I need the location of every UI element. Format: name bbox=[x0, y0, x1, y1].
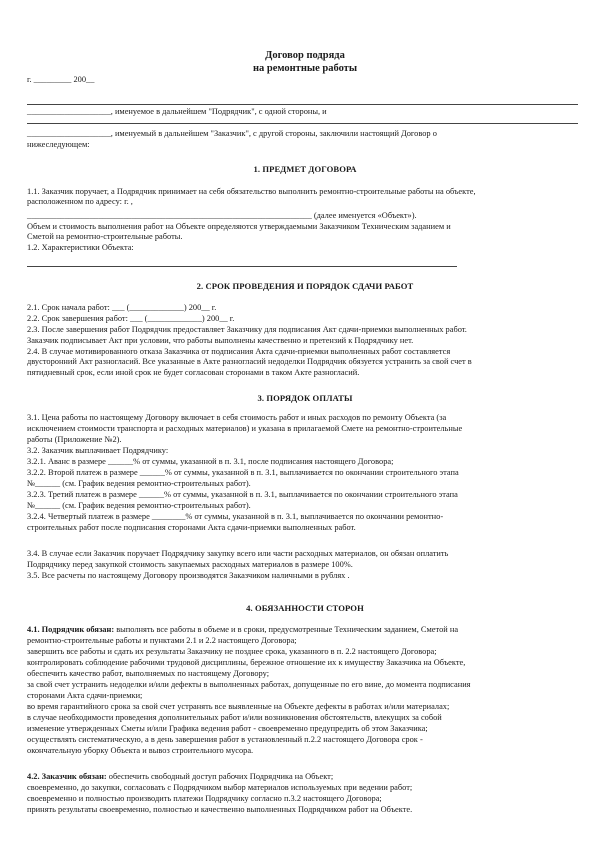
clause-line: 1.1. Заказчик поручает, а Подрядчик принимает на себя обязательство выполнить ремонтно-строительные работы на объекте, bbox=[27, 187, 476, 196]
clause-line: 3.2.4. Четвертый платеж в размере ________% от суммы, указанной в п. 3.1, выплачивается по окончании ремонтно- bbox=[27, 512, 444, 521]
customer-party-line: ____________________, именуемый в дальнейшем "Заказчик", с другой стороны, заключили настоящий Договор о bbox=[27, 129, 437, 138]
clause-line: в случае необходимости проведения дополнительных работ и/или возникновения обстоятельств, влекущих за собой bbox=[27, 713, 442, 722]
clause-line: 3.4. В случае если Заказчик поручает Подрядчику закупку всего или части расходных материалов, он обязан оплатить bbox=[27, 549, 449, 558]
blank-line bbox=[27, 266, 457, 267]
clause-line: Сметой на ремонтно-строительные работы. bbox=[27, 232, 183, 241]
document-subtitle: на ремонтные работы bbox=[252, 63, 358, 74]
blank-line bbox=[27, 104, 578, 105]
contractor-party-line: ____________________, именуемое в дальнейшем "Подрядчик", с одной стороны, и bbox=[27, 107, 327, 116]
clause-text: обеспечить свободный доступ рабочих Подрядчика на Объект; bbox=[106, 772, 334, 781]
clause-line: пятидневный срок, если иной срок не будет согласован сторонами в таком Акте разногласий. bbox=[27, 368, 360, 377]
section-3-heading: 3. ПОРЯДОК ОПЛАТЫ bbox=[257, 393, 353, 403]
section-4-heading: 4. ОБЯЗАННОСТИ СТОРОН bbox=[246, 603, 364, 613]
blank-line bbox=[27, 123, 578, 124]
clause-line: во время гарантийного срока за свой счет устранять все выявленные на Объекте дефекты в работах и/или материалах; bbox=[27, 702, 450, 711]
clause-line: сторонами Акта сдачи-приемки; bbox=[27, 691, 143, 700]
clause-line: 2.2. Срок завершения работ: ___ (_____________) 200__ г. bbox=[27, 314, 235, 323]
clause-line: 3.2. Заказчик выплачивает Подрядчику: bbox=[27, 446, 169, 455]
clause-text: выполнять все работы в объеме и в сроки, предусмотренные Техническим заданием, Сметой на bbox=[114, 625, 459, 634]
preamble-end: нижеследующем: bbox=[27, 140, 90, 149]
clause-line bbox=[27, 772, 333, 782]
city-date-line: г. _________ 200__ bbox=[27, 75, 95, 84]
clause-line: Объем и стоимость выполнения работ на Объекте определяются утверждаемыми Заказчиком Техническим заданием и bbox=[27, 222, 451, 231]
clause-line: 3.2.2. Второй платеж в размере ______% от суммы, указанной в п. 3.1, выплачивается по окончании строительного этапа bbox=[27, 468, 459, 477]
contractor-obligations-label: 4.1. Подрядчик обязан: bbox=[27, 625, 115, 634]
clause-line: строительных работ после подписания сторонами Акта сдачи-приемки выполненных работ. bbox=[27, 523, 356, 532]
section-2-heading: 2. СРОК ПРОВЕДЕНИЯ И ПОРЯДОК СДАЧИ РАБОТ bbox=[196, 281, 414, 291]
clause-line: расположенном по адресу: г. , bbox=[27, 197, 133, 206]
clause-line: завершить все работы и сдать их результаты Заказчику не позднее срока, указанного в п. 2.2 настоящего Договора; bbox=[27, 647, 437, 656]
clause-line: своевременно и полностью производить платежи Подрядчику согласно п.3.2 настоящего Договора; bbox=[27, 794, 382, 803]
clause-line: принять результаты своевременно, полностью и качественно выполненных Подрядчиком работ на Объекте. bbox=[27, 805, 413, 814]
clause-line: исключением стоимости транспорта и расходных материалов) и указана в прилагаемой Смете на ремонтно-строительные bbox=[27, 424, 463, 433]
customer-obligations-label: 4.2. Заказчик обязан: bbox=[27, 772, 107, 781]
clause-line: контролировать соблюдение рабочими трудовой дисциплины, бережное отношение их к имуществу Заказчика на Объекте, bbox=[27, 658, 466, 667]
clause-line: 3.1. Цена работы по настоящему Договору включает в себя стоимость работ и иных расходов по ремонту Объекта (за bbox=[27, 413, 447, 422]
clause-line: двусторонний Акт разногласий. Все указанные в Акте разногласий недоделки Подрядчик обязуется устранить за свой счет в bbox=[27, 357, 472, 366]
clause-line: ____________________________________________________________________ (далее именуется «Объект»). bbox=[27, 211, 417, 220]
document-title: Договор подряда bbox=[265, 50, 345, 61]
clause-line: №______ (см. График ведения ремонтно-строительных работ). bbox=[27, 479, 251, 488]
clause-line: 1.2. Характеристики Объекта: bbox=[27, 243, 134, 252]
clause-line: 3.5. Все расчеты по настоящему Договору производятся Заказчиком наличными в рублях . bbox=[27, 571, 350, 580]
clause-line: 3.2.3. Третий платеж в размере ______% от суммы, указанной в п. 3.1, выплачивается по окончании строительного этапа bbox=[27, 490, 458, 499]
clause-line: 2.3. После завершения работ Подрядчик предоставляет Заказчику для подписания Акт сдачи-приемки выполненных работ. bbox=[27, 325, 467, 334]
clause-line: обеспечить качество работ, выполняемых по настоящему Договору; bbox=[27, 669, 270, 678]
clause-line: 3.2.1. Аванс в размере ______% от суммы, указанной в п. 3.1, после подписания настоящего Договора; bbox=[27, 457, 394, 466]
clause-line: Заказчик подписывает Акт при условии, что работы выполнены качественно и претензий к Подрядчику нет. bbox=[27, 336, 414, 345]
clause-line: за свой счет устранить недоделки и/или дефекты в выполненных работах, допущенные по его вине, до момента подписания bbox=[27, 680, 471, 689]
clause-line: 2.1. Срок начала работ: ___ (_____________) 200__ г. bbox=[27, 303, 217, 312]
clause-line: работы (Приложение №2). bbox=[27, 435, 122, 444]
clause-line: изменение утвержденных Сметы и/или Графика ведения работ - своевременно предупредить об этом Заказчика; bbox=[27, 724, 428, 733]
clause-line: окончательную уборку Объекта и вывоз строительного мусора. bbox=[27, 746, 254, 755]
clause-line: осуществлять систематическую, а в день завершения работ в установленный п.2.2 настоящего Договора срок - bbox=[27, 735, 423, 744]
clause-line bbox=[27, 625, 458, 635]
section-1-heading: 1. ПРЕДМЕТ ДОГОВОРА bbox=[253, 164, 357, 174]
clause-line: №______ (см. График ведения ремонтно-строительных работ). bbox=[27, 501, 251, 510]
clause-line: ремонтно-строительные работы и пунктами 2.1 и 2.2 настоящего Договора; bbox=[27, 636, 297, 645]
clause-line: 2.4. В случае мотивированного отказа Заказчика от подписания Акта сдачи-приемки выполненных работ составляется bbox=[27, 347, 451, 356]
clause-line: Подрядчику перед закупкой стоимость закупаемых расходных материалов в размере 100%. bbox=[27, 560, 353, 569]
clause-line: своевременно, до закупки, согласовать с Подрядчиком выбор материалов используемых при ведении работ; bbox=[27, 783, 413, 792]
